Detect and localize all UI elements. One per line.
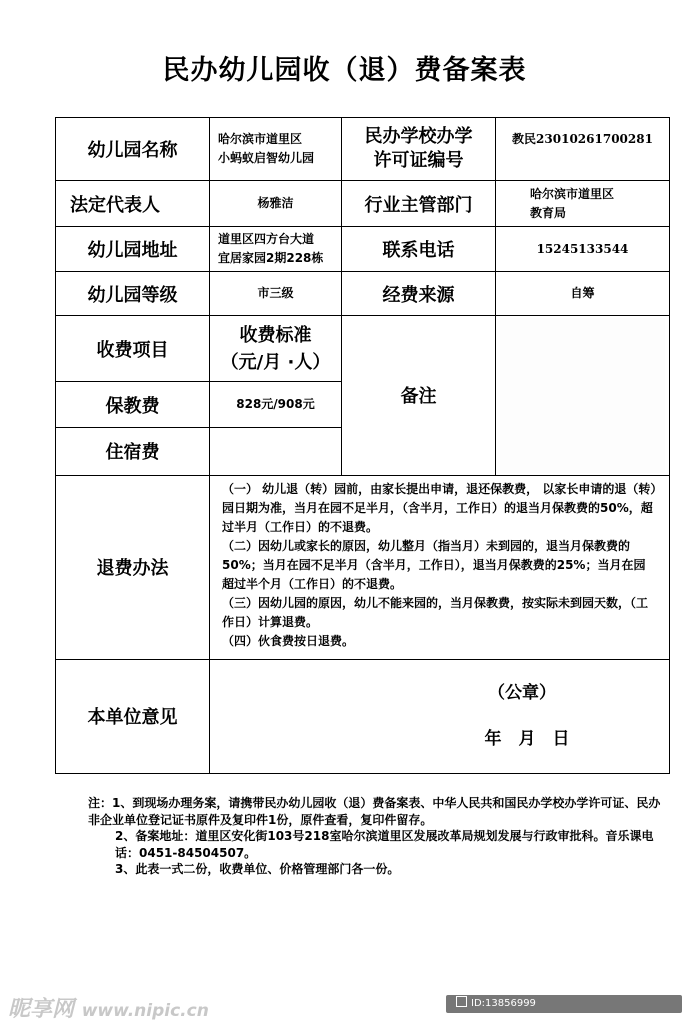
care-fee-value: 828元/908元	[210, 382, 342, 428]
dept-line-1: 哈尔滨市道里区	[530, 186, 615, 201]
watermark	[8, 992, 209, 1023]
remark-value	[496, 316, 670, 475]
license-label	[342, 118, 496, 181]
row-address	[56, 227, 670, 272]
image-id-text: ID:13856999 NO:20200923150957823080	[456, 998, 602, 1027]
dept-label: 行业主管部门	[342, 181, 496, 227]
watermark-brand: 昵享网	[8, 997, 75, 1022]
dept-line-2: 教育局	[530, 205, 567, 220]
opinion-label: 本单位意见	[56, 659, 210, 773]
name-line-1: 哈尔滨市道里区	[218, 132, 303, 147]
official-seal-text: （公章）	[488, 683, 556, 704]
note-2: 2、备案地址：道里区安化街103号218室哈尔滨道里区发展改革局规划发展与行政审批科。音乐课电话：0451-84504507。	[115, 829, 654, 860]
filing-form-table	[55, 117, 670, 774]
remark-label: 备注	[342, 316, 496, 475]
rep-label: 法定代表人	[56, 181, 210, 227]
watermark-url: www.nipic.cn	[81, 1001, 209, 1021]
license-label-line-1: 民办学校办学	[364, 126, 473, 148]
image-id-bar	[446, 995, 682, 1027]
refund-rule-4: （四）伙食费按日退费。	[222, 633, 355, 648]
row-refund	[56, 475, 670, 659]
fund-value: 自筹	[496, 272, 670, 316]
refund-rules	[210, 475, 670, 659]
fee-item-label: 收费项目	[56, 316, 210, 382]
row-fee-header	[56, 316, 670, 382]
refund-rule-2: （二）因幼儿或家长的原因，幼儿整月（指当月）未到园的，退当月保教费的50%；当月在园不足半月（含半月，工作日），退当月保教费的25%；当月在园超过半个月（工作日）的不退费。	[222, 538, 646, 591]
note-3: 3、此表一式二份，收费单位、价格管理部门各一份。	[115, 862, 400, 876]
fee-standard-label	[210, 316, 342, 382]
license-value: 教民230102617002​81	[496, 118, 670, 181]
form-title: 民办幼儿园收（退）费备案表	[162, 55, 527, 86]
grade-label: 幼儿园等级	[56, 272, 210, 316]
refund-label: 退费办法	[56, 475, 210, 659]
rep-value: 杨雅洁	[210, 181, 342, 227]
addr-label: 幼儿园地址	[56, 227, 210, 272]
date-text: 年 月 日	[484, 729, 570, 750]
row-legal-rep	[56, 181, 670, 227]
refund-rule-3: （三）因幼儿园的原因，幼儿不能来园的，当月保教费，按实际未到园天数，（工作日）计算退费。	[222, 595, 649, 629]
dept-value	[496, 181, 670, 227]
fee-standard-line-2: （元/月 ·人）	[220, 351, 331, 373]
nipic-logo-icon	[456, 996, 467, 1007]
fund-label: 经费来源	[342, 272, 496, 316]
boarding-fee-value	[210, 428, 342, 475]
notes	[88, 795, 663, 878]
care-fee-label: 保教费	[56, 382, 210, 428]
fee-standard-line-1: 收费标准	[239, 324, 312, 346]
name-value	[210, 118, 342, 181]
addr-value	[210, 227, 342, 272]
license-label-line-2: 许可证编号	[373, 150, 464, 172]
opinion-area	[210, 659, 670, 773]
row-kindergarten-name	[56, 118, 670, 181]
name-label: 幼儿园名称	[56, 118, 210, 181]
grade-value: 市三级	[210, 272, 342, 316]
addr-line-1: 道里区四方台大道	[218, 232, 315, 247]
addr-line-2: 宜居家园2期228栋	[218, 251, 324, 266]
phone-value: 15245133544	[496, 227, 670, 272]
refund-rule-1: （一） 幼儿退（转）园前，由家长提出申请，退还保教费， 以家长申请的退（转）园日期为准，当月在园不足半月，（含半月，工作日）的退当月保教费的50%，超过半月（工作日）的不退费。	[222, 481, 657, 534]
note-1: 注：1、到现场办理务案，请携带民办幼儿园收（退）费备案表、中华人民共和国民办学校办学许可证、民办非企业单位登记证书原件及复印件1份，原件查看，复印件留存。	[88, 796, 661, 827]
row-grade	[56, 272, 670, 316]
row-opinion	[56, 659, 670, 773]
name-line-2: 小蚂蚁启智幼儿园	[218, 151, 315, 166]
boarding-fee-label: 住宿费	[56, 428, 210, 475]
phone-label: 联系电话	[342, 227, 496, 272]
